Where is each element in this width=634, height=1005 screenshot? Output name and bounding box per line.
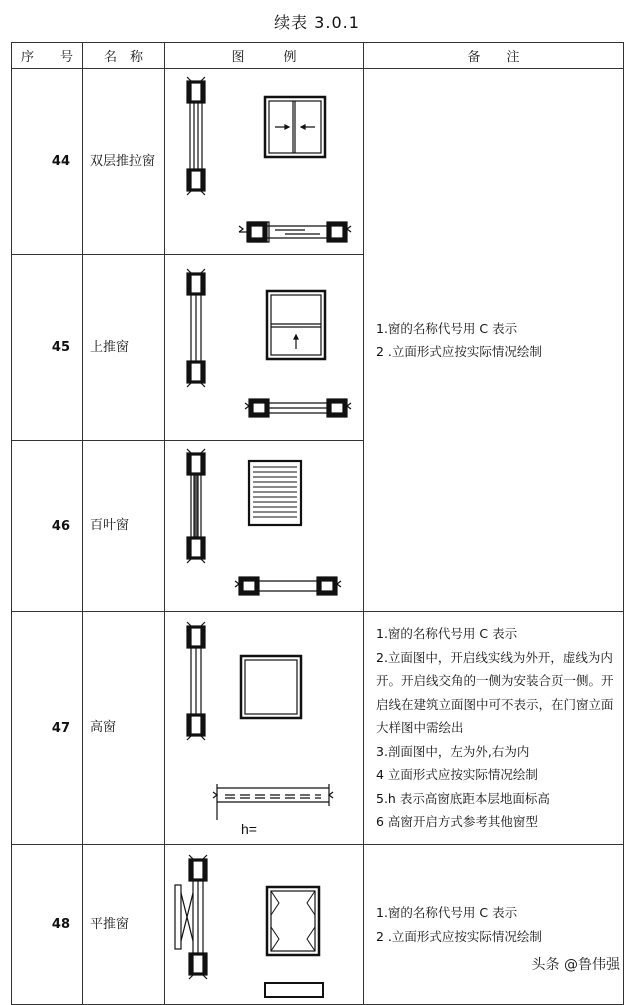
note-line: 2 .立面形式应按实际情况绘制 <box>376 928 542 944</box>
note-line: 2.立面图中，开启线实线为外开，虚线为内开。开启线交角的一侧为安装合页一侧。开启线在建筑立面图中可不表示，在门窗立面大样图中需绘出 <box>376 649 614 736</box>
high-window-drawing <box>165 612 363 844</box>
row-index: 47 <box>12 612 83 845</box>
table-row <box>12 612 624 845</box>
figure-cell <box>165 612 364 845</box>
note-line: 2 .立面形式应按实际情况绘制 <box>376 344 542 359</box>
header-notes: 备 注 <box>364 43 624 69</box>
figure-cell <box>165 69 364 255</box>
figure-cell <box>165 845 364 1005</box>
table-title: 续表 3.0.1 <box>274 13 360 32</box>
header-name: 名 称 <box>83 43 165 69</box>
h-label: h= <box>241 821 257 837</box>
row-index: 48 <box>12 845 83 1005</box>
note-line: 3.剖面图中，左为外,右为内 <box>376 743 530 759</box>
parallel-push-window-drawing <box>165 845 363 1004</box>
table-row <box>12 69 624 255</box>
double-sliding-window-drawing <box>165 69 363 254</box>
row-name: 双层推拉窗 <box>83 69 165 255</box>
note-line: 1.窗的名称代号用 C 表示 <box>376 626 518 642</box>
note-line: 6 高窗开启方式参考其他窗型 <box>376 814 538 830</box>
row-index: 46 <box>12 441 83 612</box>
figure-cell <box>165 255 364 441</box>
notes-cell-48 <box>364 845 624 1005</box>
row-index: 44 <box>12 69 83 255</box>
watermark: 头条 @鲁伟强 <box>531 957 620 973</box>
row-name: 百叶窗 <box>83 441 165 612</box>
row-index: 45 <box>12 255 83 441</box>
row-name: 上推窗 <box>83 255 165 441</box>
row-name: 高窗 <box>83 612 165 845</box>
note-line: 1.窗的名称代号用 C 表示 <box>376 905 518 920</box>
note-line: 5.h 表示高窗底距本层地面标高 <box>376 790 550 806</box>
notes-cell-47 <box>364 612 624 845</box>
table-row <box>12 845 624 1005</box>
figure-cell <box>165 441 364 612</box>
window-legend-table <box>11 42 624 1005</box>
notes-cell-44-46 <box>364 69 624 612</box>
top-hung-window-drawing <box>165 255 363 440</box>
note-line: 4 立面形式应按实际情况绘制 <box>376 767 538 783</box>
table-header-row <box>12 43 624 69</box>
header-index: 序 号 <box>12 43 83 69</box>
header-figure: 图 例 <box>165 43 364 69</box>
note-line: 1.窗的名称代号用 C 表示 <box>376 320 518 336</box>
row-name: 平推窗 <box>83 845 165 1005</box>
louver-window-drawing <box>165 441 363 611</box>
